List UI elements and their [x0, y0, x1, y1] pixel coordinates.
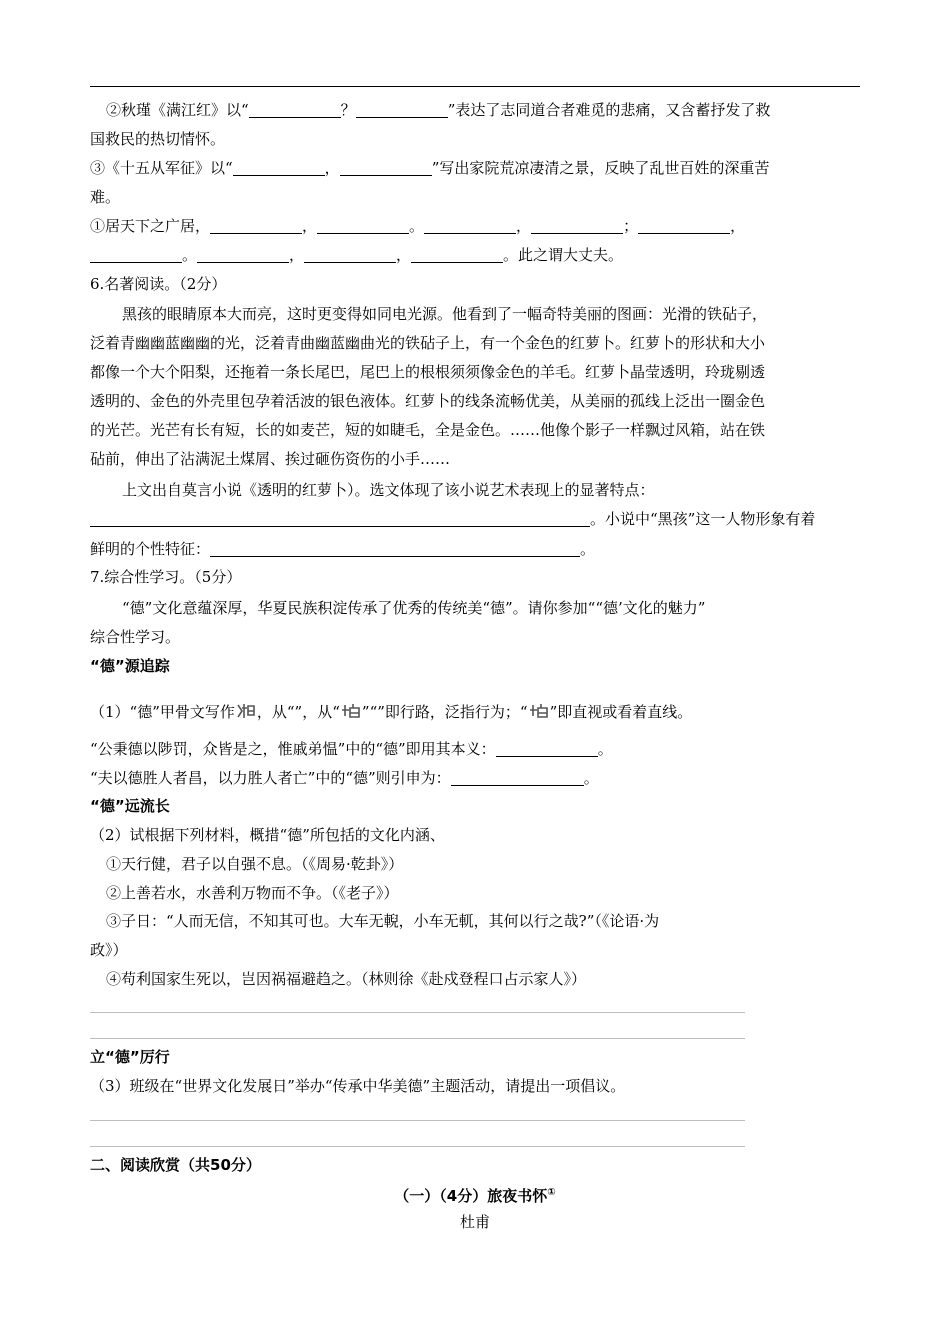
text: ”写出家院荒凉凄清之景，反映了乱世百姓的深重苦 — [431, 159, 770, 177]
answer-blank[interactable] — [90, 510, 590, 527]
oracle-bone-eye-icon — [340, 702, 362, 720]
q7-sub1-line3 — [90, 767, 865, 789]
text: ”“”即行路，泛指行为；“ — [361, 703, 528, 721]
q6-para-line: 的光芒。光芒有长有短，长的如麦芒，短的如睫毛，全是金色。……他像个影子一样飘过风箱，站在铁 — [90, 421, 766, 439]
q5-line-4 — [90, 215, 865, 237]
answer-blank[interactable] — [411, 246, 503, 263]
text: ， — [302, 217, 318, 235]
text: ”表达了志同道合者难觅的悲痛，又含蓄抒发了救 — [447, 101, 771, 119]
answer-blank[interactable] — [356, 101, 448, 118]
answer-blank[interactable] — [210, 540, 580, 557]
text: ， — [289, 246, 305, 264]
answer-blank[interactable] — [317, 217, 409, 234]
q7-sub3-prompt: （3）班级在“世界文化发展日”举办“传承中华美德”主题活动，请提出一项倡议。 — [90, 1077, 626, 1095]
header-rule — [90, 86, 860, 87]
answer-blank[interactable] — [197, 246, 289, 263]
answer-blank[interactable] — [304, 246, 396, 263]
q6-prompt-3 — [90, 538, 865, 560]
text: 。 — [182, 246, 198, 264]
answer-blank[interactable] — [451, 769, 584, 786]
q6-para-line: 透明的、金色的外壳里包孕着活波的银色液体。红萝卜的线条流畅优美，从美丽的孤线上泛出一圈金色 — [90, 392, 766, 410]
answer-line[interactable] — [90, 1146, 745, 1147]
part-heading: 二、阅读欣赏（共50分） — [90, 1156, 261, 1174]
q7-intro: “德”文化意蕴深厚，华夏民族积淀传承了优秀的传统美“德”。请你参加““德’文化的魅力” — [122, 599, 706, 617]
q6-prompt: 上文出自莫言小说《透明的红萝卜）。选文体现了该小说艺术表现上的显著特点： — [122, 481, 655, 499]
answer-line[interactable] — [90, 1012, 745, 1013]
text: ①居天下之广居， — [90, 217, 211, 235]
oracle-bone-de-icon — [235, 702, 257, 720]
q7-heading: 7.综合性学习。（5分） — [90, 568, 242, 586]
text: 。 — [597, 740, 613, 758]
text: ”即直视或看着直线。 — [549, 703, 693, 721]
text: ， — [324, 159, 340, 177]
text: 。 — [580, 540, 596, 558]
text: “公秉德以陟罚，众皆是之，惟戚弟愠”中的“德”即用其本义： — [90, 740, 496, 758]
poem-author: 杜甫 — [459, 1213, 490, 1231]
text: ， — [516, 217, 532, 235]
answer-line[interactable] — [90, 1038, 745, 1039]
answer-blank[interactable] — [638, 217, 730, 234]
oracle-bone-eye-icon — [528, 702, 550, 720]
q7-intro-2: 综合性学习。 — [90, 628, 181, 646]
q5-line-2b: 国救民的热切情怀。 — [90, 130, 226, 148]
answer-blank[interactable] — [249, 101, 341, 118]
q6-para-line: 砧前，伸出了沾满泥土煤屑、挨过砸伤资伤的小手…… — [90, 450, 451, 468]
text: ， — [730, 217, 746, 235]
text: 。 — [409, 217, 425, 235]
material-item: ②上善若水，水善利万物而不争。（《老子》） — [106, 884, 399, 902]
footnote-marker: ① — [547, 1187, 556, 1198]
text: 。小说中“黑孩”这一人物形象有着 — [590, 510, 816, 528]
text: 。此之谓大丈夫。 — [503, 246, 624, 264]
q6-para-line: 都像一个大个阳梨，还拖着一条长尾巴，尾巴上的根根须须像金色的羊毛。红萝卜晶莹透明，玲珑剔透 — [90, 363, 766, 381]
text: ， — [396, 246, 412, 264]
q6-heading: 6.名著阅读。（2分） — [90, 275, 227, 293]
text: 。 — [583, 769, 599, 787]
q6-prompt-2 — [90, 508, 865, 530]
q7-sub2-prompt: （2）试根据下列材料，概措“德”所包括的文化内涵、 — [90, 826, 445, 844]
text: 鲜明的个性特征： — [90, 540, 211, 558]
text: ③《十五从军征》以“ — [90, 159, 233, 177]
text: ，从“”，从“ — [256, 703, 340, 721]
answer-blank[interactable] — [210, 217, 302, 234]
poem-title — [0, 1182, 950, 1207]
text: （1）“德”甲骨文写作 — [90, 703, 235, 721]
text: “夫以德胜人者昌，以力胜人者亡”中的“德”则引申为： — [90, 769, 451, 787]
answer-blank[interactable] — [340, 159, 432, 176]
q5-line-3 — [90, 157, 865, 179]
section-heading: 立“德”厉行 — [90, 1048, 170, 1066]
poem-title-text: （一）（4分）旅夜书怀 — [394, 1187, 548, 1205]
text: ？ — [340, 101, 356, 119]
material-item: ①天行健，君子以自强不息。（《周易·乾卦》） — [106, 855, 404, 873]
section-heading: “德”源追踪 — [90, 657, 170, 675]
q5-line-2 — [90, 99, 881, 121]
q5-line-3b: 难。 — [90, 188, 121, 206]
material-item: ③子日：“人而无信，不知其可也。大车无輗，小车无軏，其何以行之哉?”（《论语·为 — [106, 912, 660, 930]
q6-para-line: 黑孩的眼睛原本大而亮，这时更变得如同电光源。他看到了一幅奇特美丽的图画：光滑的铁砧子， — [122, 305, 768, 323]
text: ； — [623, 217, 639, 235]
q6-para-line: 泛着青幽幽蓝幽幽的光，泛着青曲幽蓝幽曲光的铁砧子上，有一个金色的红萝卜。红萝卜的形状和大小 — [90, 334, 766, 352]
answer-blank[interactable] — [496, 740, 598, 757]
text: ②秋瑾《满江红》以“ — [106, 101, 249, 119]
q7-sub1 — [90, 701, 865, 723]
answer-blank[interactable] — [424, 217, 516, 234]
answer-line[interactable] — [90, 1120, 745, 1121]
answer-blank[interactable] — [531, 217, 623, 234]
answer-blank[interactable] — [233, 159, 325, 176]
q5-line-4b — [90, 244, 865, 266]
answer-blank[interactable] — [90, 246, 182, 263]
section-heading: “德”远流长 — [90, 797, 170, 815]
material-item: ④苟利国家生死以，岂因祸福避趋之。（林则徐《赴戍登程口占示家人》） — [106, 970, 587, 988]
q7-sub1-line2 — [90, 738, 865, 760]
material-item: 政》） — [90, 941, 128, 959]
